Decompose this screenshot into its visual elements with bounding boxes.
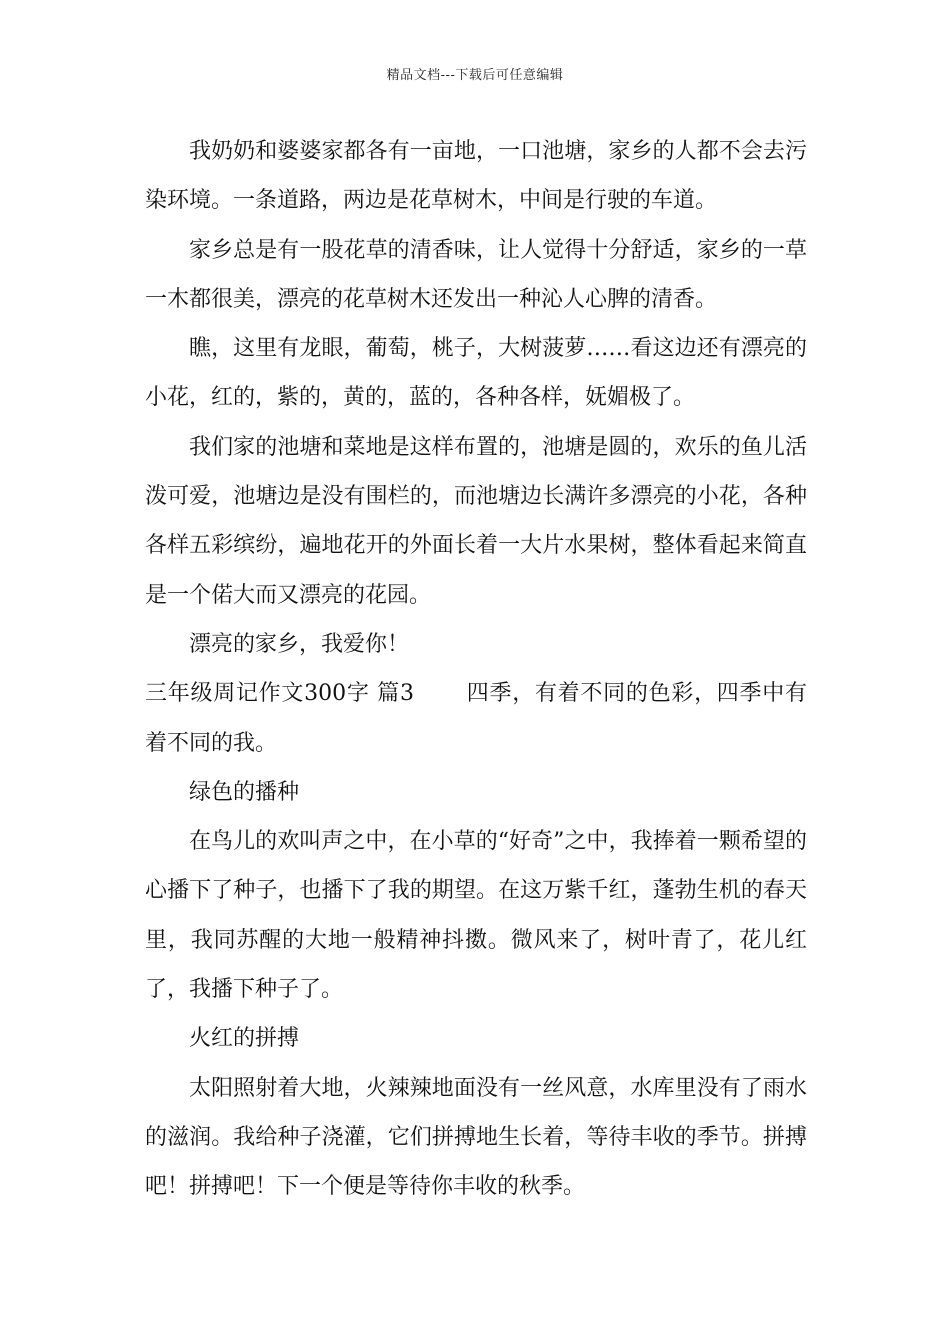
section-heading-line — [145, 669, 807, 768]
paragraph: 家乡总是有一股花草的清香味，让人觉得十分舒适，家乡的一草一木都很美，漂亮的花草树木还发出一种沁人心脾的清香。 — [145, 237, 807, 312]
subheading: 火红的拼搏 — [189, 1026, 300, 1052]
document-body — [145, 127, 807, 1212]
subheading: 绿色的播种 — [189, 779, 300, 805]
paragraph: 我奶奶和婆婆家都各有一亩地，一口池塘，家乡的人都不会去污染环境。一条道路，两边是花草树木，中间是行驶的车道。 — [145, 139, 807, 214]
section-title: 三年级周记作文300字 篇3 — [145, 681, 415, 707]
paragraph: 太阳照射着大地，火辣辣地面没有一丝风意，水库里没有了雨水的滋润。我给种子浇灌，它们拼搏地生长着，等待丰收的季节。拼搏吧！拼搏吧！下一个便是等待你丰收的秋季。 — [145, 1075, 807, 1200]
page-header: 精品文档---下载后可任意编辑 — [386, 68, 564, 83]
paragraph: 漂亮的家乡，我爱你！ — [189, 631, 410, 657]
paragraph: 我们家的池塘和菜地是这样布置的，池塘是圆的，欢乐的鱼儿活泼可爱，池塘边是没有围栏的，而池塘边长满许多漂亮的小花，各种各样五彩缤纷，遍地花开的外面长着一大片水果树，整体看起来简直是一个偌大而又漂亮的花园。 — [145, 434, 807, 608]
paragraph: 在鸟儿的欢叫声之中，在小草的“好奇”之中，我捧着一颗希望的心播下了种子，也播下了我的期望。在这万紫千红，蓬勃生机的春天里，我同苏醒的大地一般精神抖擞。微风来了，树叶青了，花儿红了，我播下种子了。 — [145, 829, 807, 1003]
paragraph: 瞧，这里有龙眼，葡萄，桃子，大树菠萝……看这边还有漂亮的小花，红的，紫的，黄的，蓝的，各种各样，妩媚极了。 — [145, 336, 807, 411]
section-intro: 四季，有着不同的色彩，四季中有着不同的我。 — [145, 681, 807, 756]
